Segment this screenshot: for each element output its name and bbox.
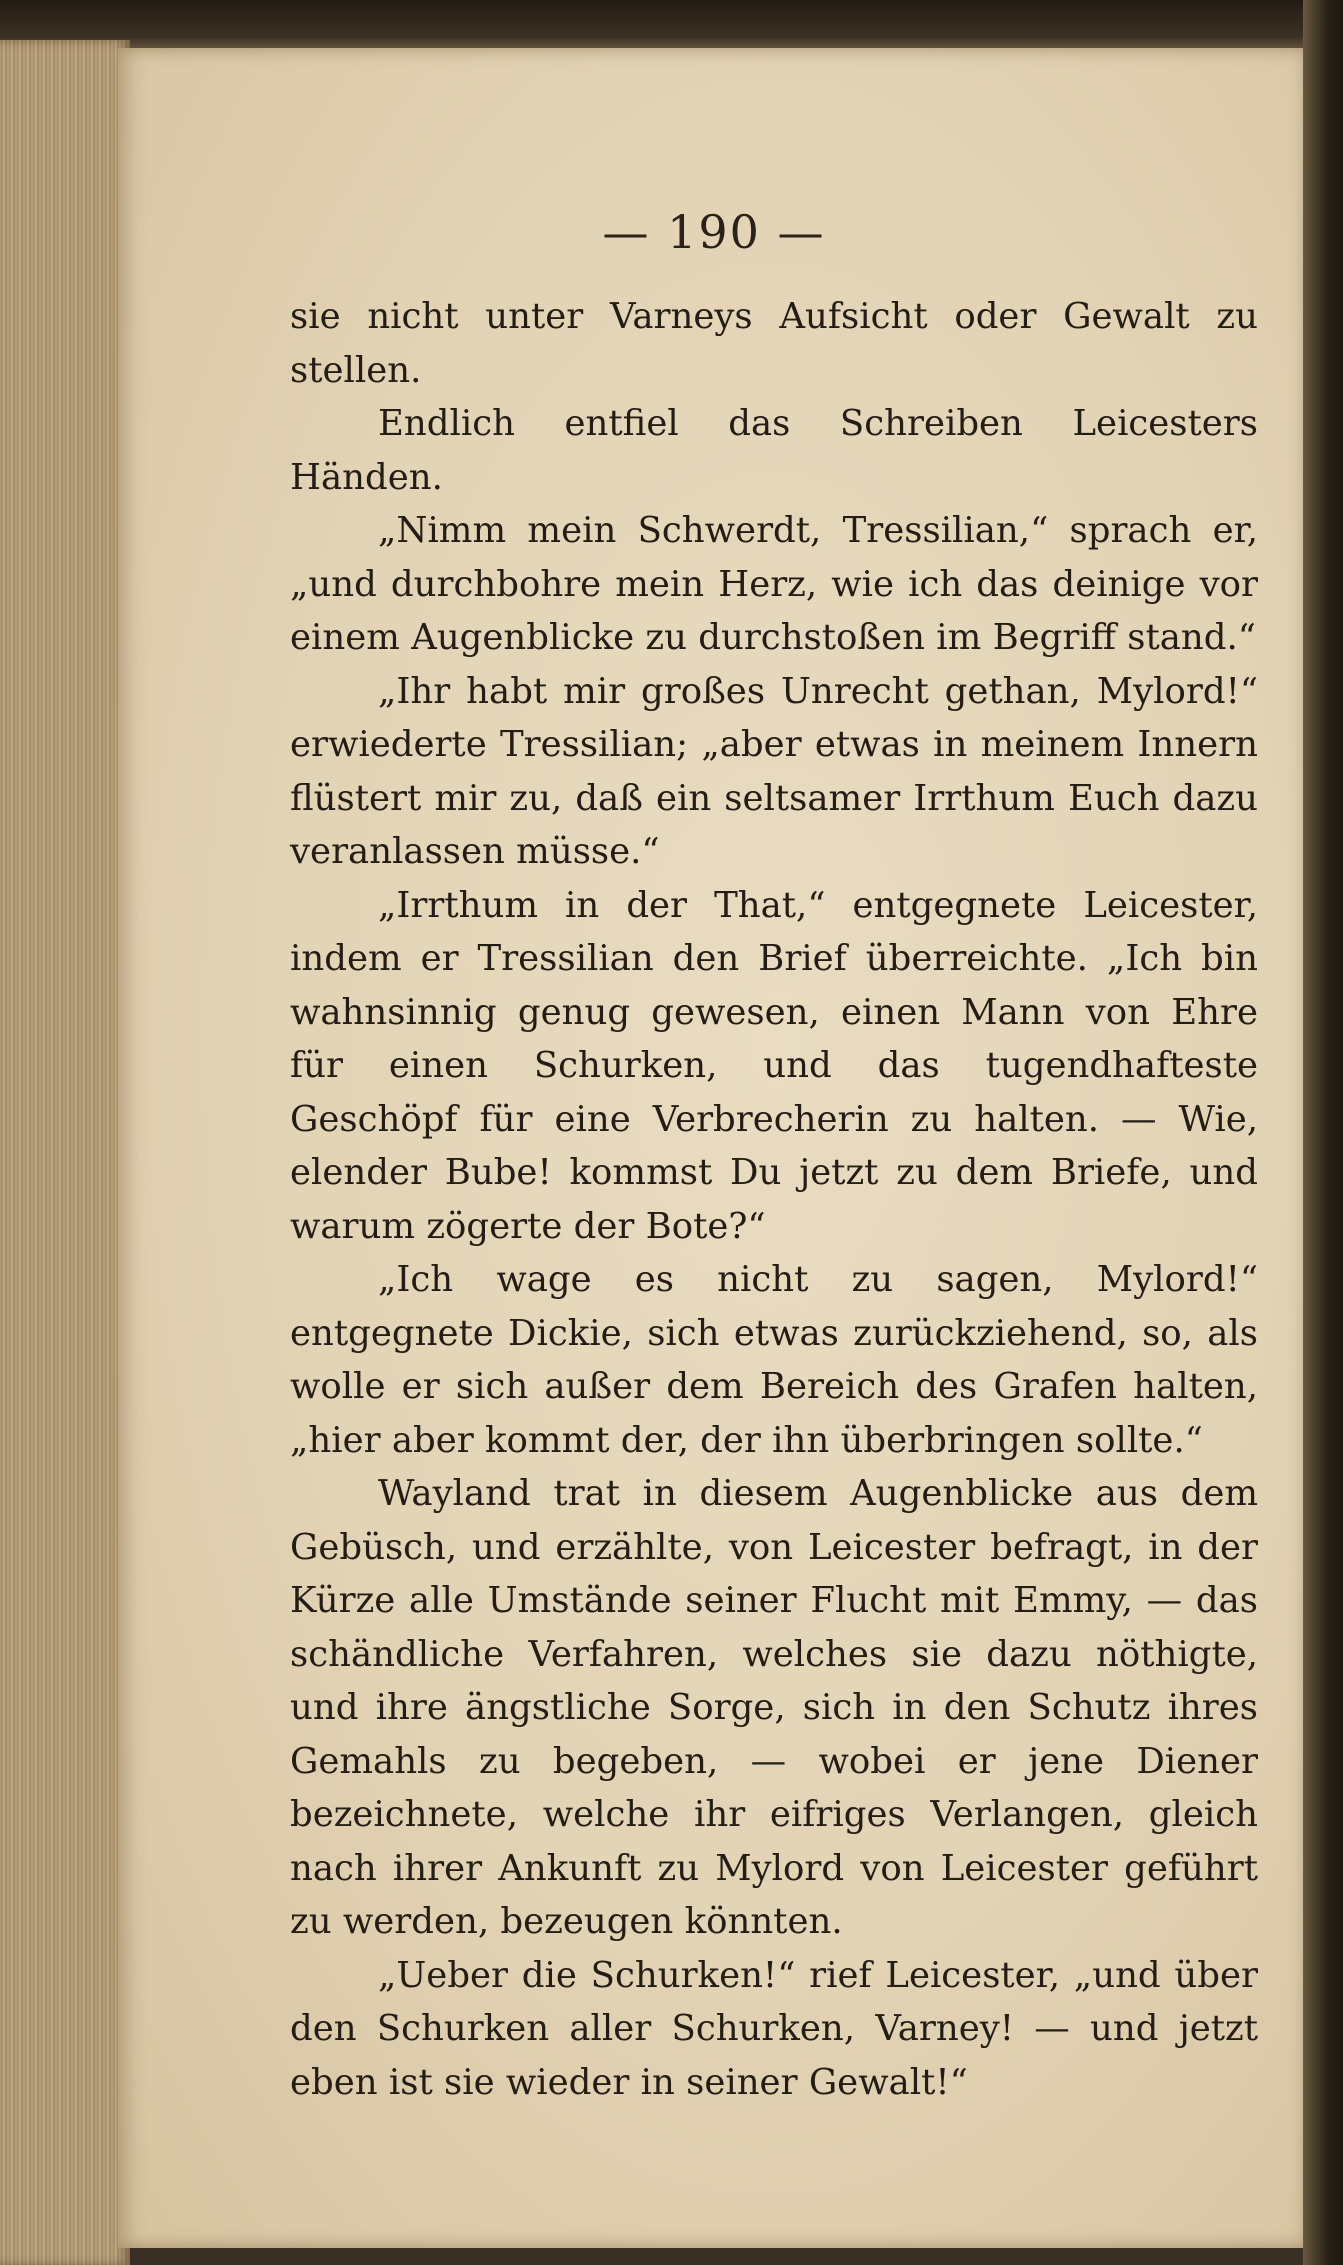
book-gutter (1303, 0, 1343, 2265)
paragraph: Wayland trat in diesem Augenblicke aus dem Gebüsch, und erzählte, von Leicester befragt, in der Kürze alle Umstände seiner Flucht mit Emmy, — das schändliche Verfahren, welches sie dazu nöthigte, und ihre ängstliche Sorge, sich in den Schutz ihres Gemahls zu begeben, — wobei er jene Diener bezeichnete, welche ihr eifriges Verlangen, gleich nach ihrer Ankunft zu Mylord von Leicester geführt zu werden, bezeugen könnten. (290, 1473, 1258, 1942)
page-number-header: — 190 — (602, 205, 826, 259)
book-top-edge (0, 0, 1343, 52)
paragraph: „Ihr habt mir großes Unrecht gethan, Mylord!“ erwiederte Tressilian; „aber etwas in meinem Innern flüstert mir zu, daß ein seltsamer Irrthum Euch dazu veranlassen müsse.“ (290, 670, 1258, 872)
paragraph: „Nimm mein Schwerdt, Tressilian,“ sprach er, „und durchbohre mein Herz, wie ich das deinige vor einem Augenblicke zu durchstoßen im Begriff stand.“ (290, 510, 1258, 658)
paragraph: „Irrthum in der That,“ entgegnete Leicester, indem er Tressilian den Brief überreichte. „Ich bin wahnsinnig genug gewesen, einen Mann von Ehre für einen Schurken, und das tugendhafteste Geschöpf für eine Verbrecherin zu halten. — Wie, elender Bube! kommst Du jetzt zu dem Briefe, und warum zögerte der Bote?“ (290, 884, 1258, 1247)
paragraph: „Ueber die Schurken!“ rief Leicester, „und über den Schurken aller Schurken, Varney! — und jetzt eben ist sie wieder in seiner Gewalt!“ (290, 1954, 1258, 2103)
page-body-text (290, 290, 1258, 2109)
paragraph-continuation: sie nicht unter Varneys Aufsicht oder Gewalt zu stellen. (290, 296, 1258, 391)
paragraph: „Ich wage es nicht zu sagen, Mylord!“ entgegnete Dickie, sich etwas zurückziehend, so, als wolle er sich außer dem Bereich des Grafen halten, „hier aber kommt der, der ihn überbringen sollte.“ (290, 1259, 1258, 1461)
paragraph: Endlich entfiel das Schreiben Leicesters Händen. (290, 403, 1258, 498)
page-block-edges (0, 40, 130, 2265)
